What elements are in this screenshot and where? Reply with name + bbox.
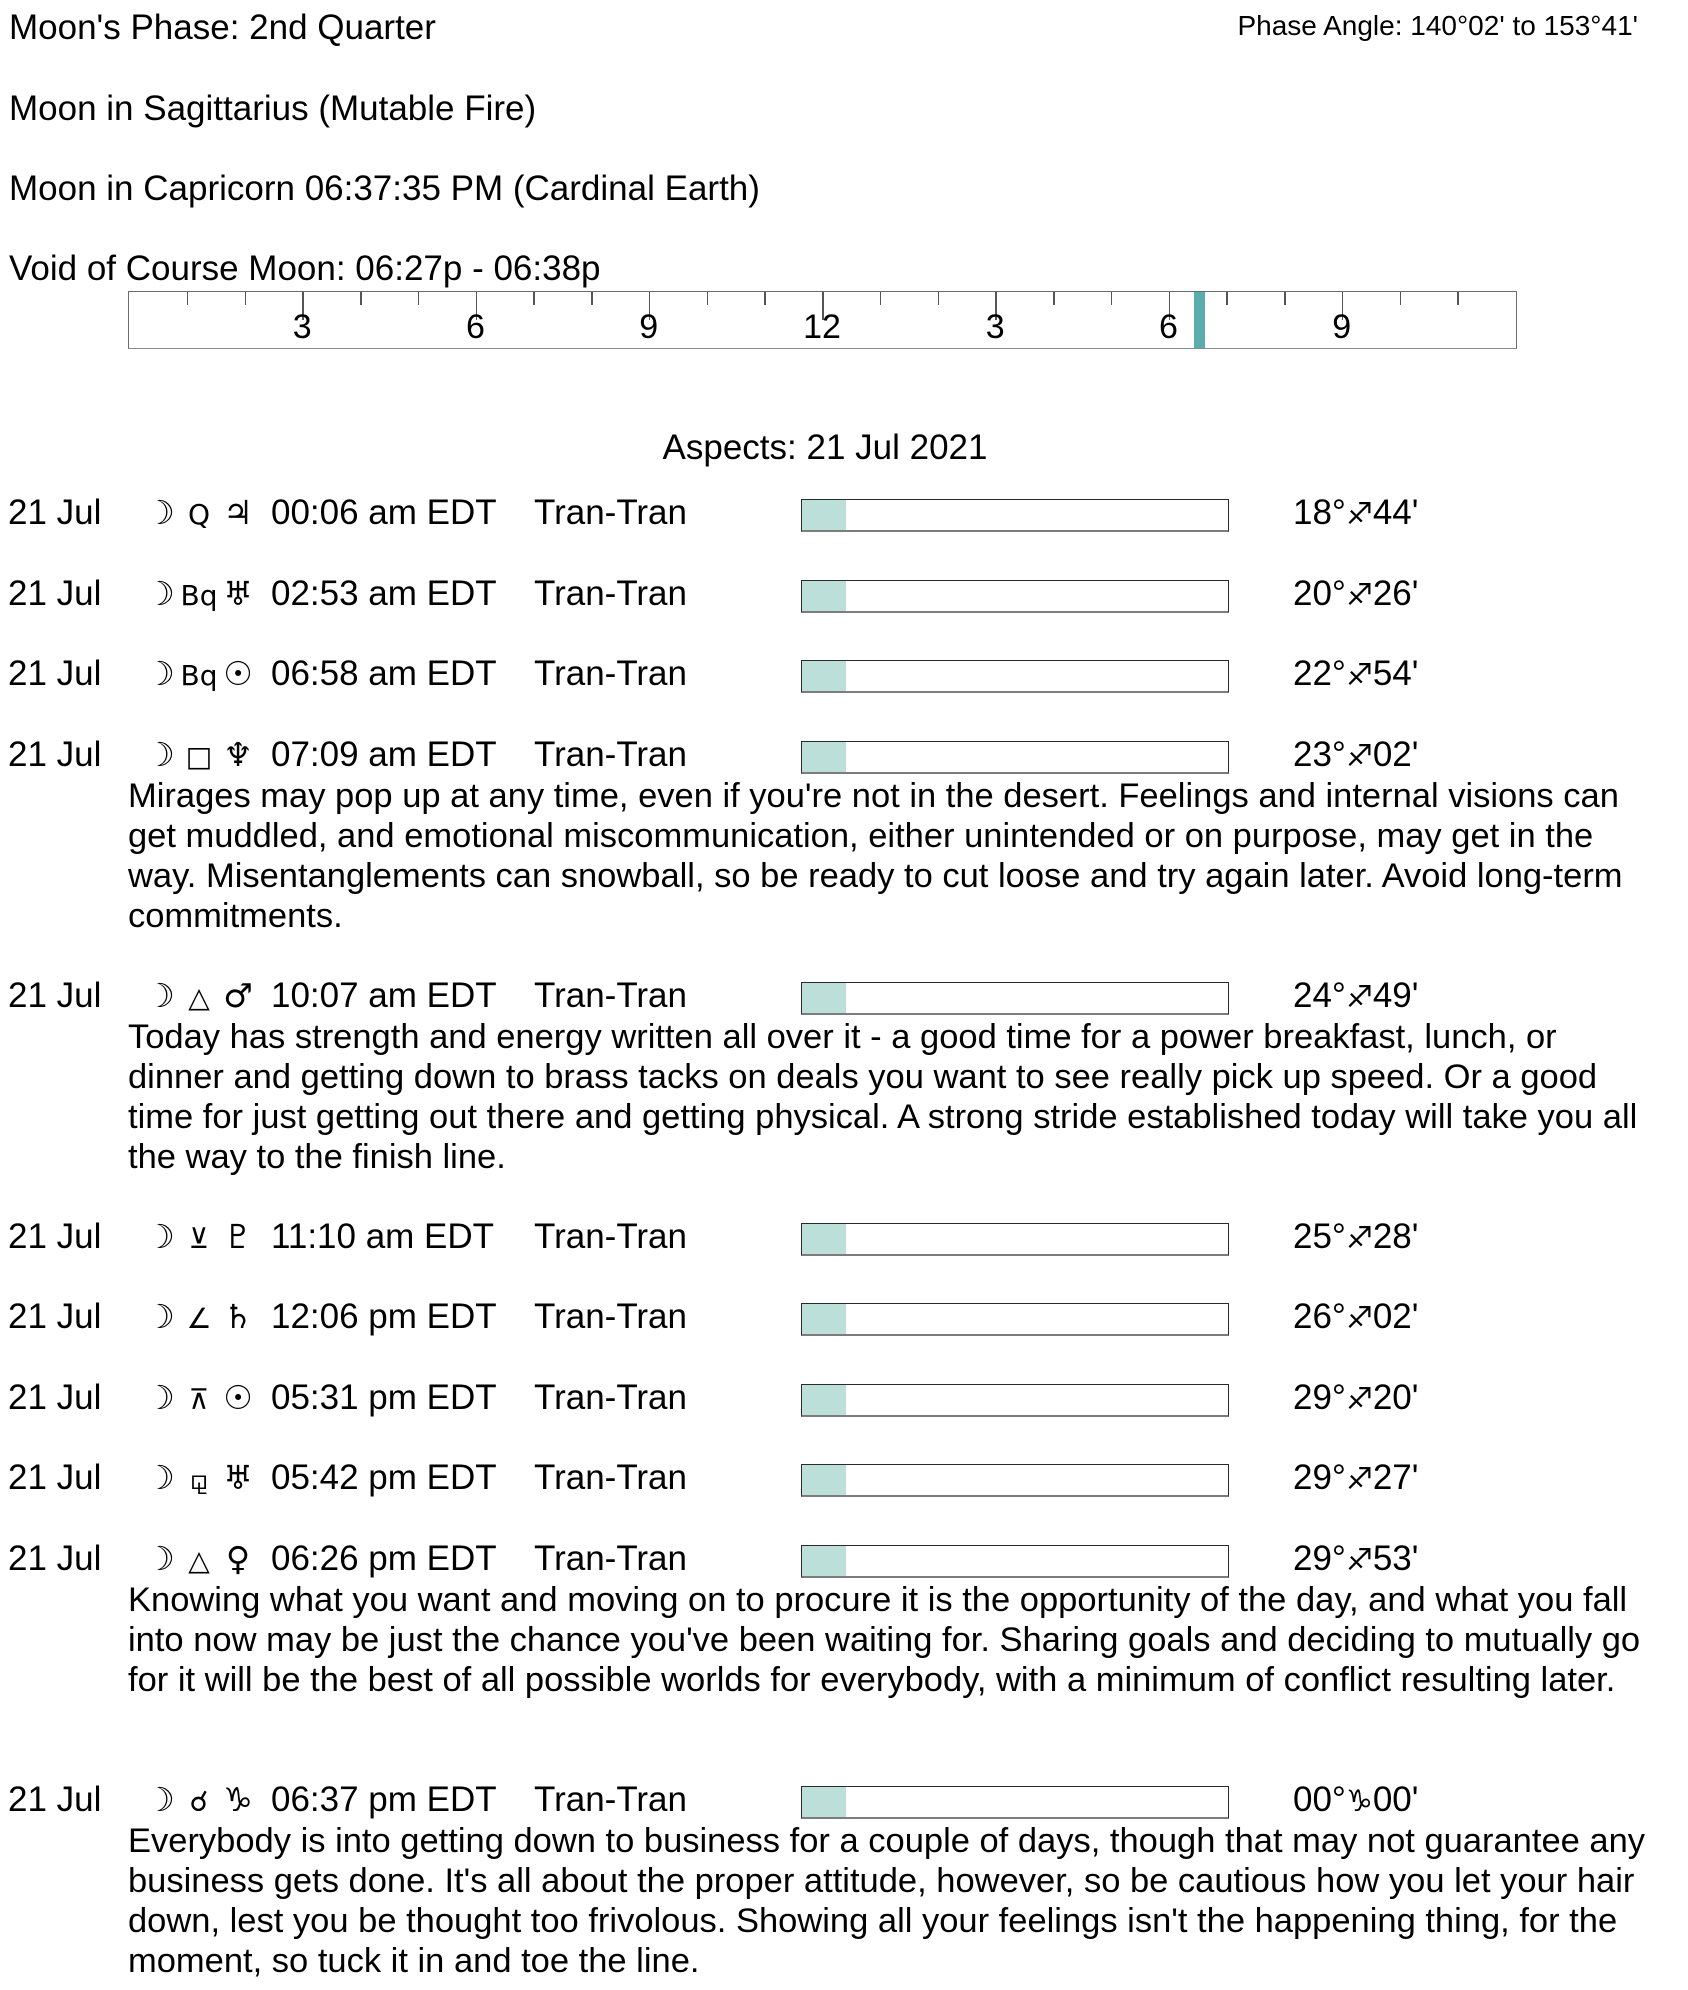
position-degrees: 25° bbox=[1293, 1216, 1346, 1256]
aspect-time: 07:09 am EDT bbox=[271, 734, 497, 774]
position-minutes: 02' bbox=[1372, 734, 1419, 774]
aspect-position bbox=[1293, 574, 1418, 614]
aspect-glyph-icon: Bq bbox=[180, 659, 218, 692]
aspect-row bbox=[0, 1378, 1688, 1424]
ruler-hour-label: 3 bbox=[985, 308, 1005, 346]
position-minutes: 02' bbox=[1372, 1297, 1419, 1336]
planet-glyph-icon: ♀ bbox=[225, 1538, 251, 1578]
aspect-row bbox=[0, 654, 1688, 700]
moon-phase: Moon's Phase: 2nd Quarter bbox=[9, 8, 436, 47]
aspect-row bbox=[0, 1458, 1688, 1504]
position-degrees: 26° bbox=[1293, 1297, 1346, 1336]
aspect-strength-fill bbox=[802, 1385, 846, 1415]
aspect-date: 21 Jul bbox=[8, 1297, 102, 1336]
planet-glyph-icon: ☉ bbox=[223, 654, 253, 693]
aspect-strength-fill bbox=[802, 1546, 846, 1576]
aspect-time: 00:06 am EDT bbox=[271, 493, 497, 532]
aspect-time: 05:31 pm EDT bbox=[271, 1377, 497, 1417]
ruler-hour-label: 6 bbox=[466, 308, 485, 346]
zodiac-sign-icon: ♐ bbox=[1345, 577, 1373, 613]
position-degrees: 23° bbox=[1293, 734, 1346, 774]
aspect-position bbox=[1293, 1458, 1418, 1498]
position-minutes: 53' bbox=[1372, 1538, 1419, 1578]
aspect-strength-fill bbox=[802, 742, 846, 772]
zodiac-sign-icon: ♐ bbox=[1345, 1462, 1373, 1497]
aspect-row bbox=[0, 1539, 1688, 1585]
planet-glyph-icon: ♑ bbox=[223, 1779, 253, 1819]
position-degrees: 20° bbox=[1293, 573, 1346, 613]
aspect-type: Tran-Tran bbox=[534, 654, 687, 693]
aspect-type: Tran-Tran bbox=[534, 573, 687, 613]
aspect-type: Tran-Tran bbox=[534, 1538, 687, 1578]
moon-glyph-icon: ☽ bbox=[145, 1297, 175, 1336]
aspect-glyph-icon: Q bbox=[187, 498, 211, 531]
moon-ingress: Moon in Capricorn 06:37:35 PM (Cardinal Earth) bbox=[9, 169, 760, 208]
aspect-row bbox=[0, 1217, 1688, 1263]
ruler-tick bbox=[764, 292, 766, 305]
ruler-tick bbox=[880, 292, 882, 305]
aspect-row bbox=[0, 976, 1688, 1022]
aspect-date: 21 Jul bbox=[8, 1216, 102, 1256]
position-degrees: 18° bbox=[1293, 493, 1346, 532]
zodiac-sign-icon: ♑ bbox=[1345, 1783, 1373, 1819]
aspect-glyph-icon: ⊼ bbox=[188, 1382, 210, 1416]
ruler-tick bbox=[1053, 292, 1055, 305]
aspect-date: 21 Jul bbox=[8, 1779, 102, 1819]
aspect-date: 21 Jul bbox=[8, 975, 102, 1015]
aspect-glyphs bbox=[140, 493, 258, 532]
aspect-type: Tran-Tran bbox=[534, 1458, 687, 1497]
ruler-tick bbox=[533, 292, 535, 305]
ruler-hour-label: 6 bbox=[1159, 308, 1178, 346]
position-minutes: 27' bbox=[1372, 1458, 1419, 1497]
moon-sign: Moon in Sagittarius (Mutable Fire) bbox=[9, 89, 537, 128]
aspect-time: 06:26 pm EDT bbox=[271, 1538, 497, 1578]
planet-glyph-icon: ♂ bbox=[223, 975, 253, 1015]
aspect-glyphs bbox=[140, 1458, 258, 1497]
position-minutes: 00' bbox=[1372, 1779, 1419, 1819]
aspect-glyph-icon: □ bbox=[185, 739, 213, 773]
position-degrees: 29° bbox=[1293, 1377, 1346, 1417]
aspect-interpretation: Mirages may pop up at any time, even if you're not in the desert. Feelings and internal visions can get muddled, and emotional miscommunication, either unintended or on purpose, may get in the way. Misentanglements can snowball, so be ready to cut loose and try again later. Avoid long-term commitments. bbox=[128, 776, 1623, 936]
aspect-date: 21 Jul bbox=[8, 1538, 102, 1578]
zodiac-sign-icon: ♐ bbox=[1345, 1381, 1373, 1417]
aspect-strength-bar bbox=[801, 1464, 1229, 1497]
ruler-tick bbox=[1457, 292, 1459, 305]
aspect-glyph-icon: ⚼ bbox=[189, 1463, 209, 1496]
position-minutes: 44' bbox=[1372, 493, 1419, 532]
ruler-tick bbox=[938, 292, 940, 305]
ruler-tick bbox=[1226, 292, 1228, 305]
void-of-course: Void of Course Moon: 06:27p - 06:38p bbox=[9, 249, 601, 288]
aspect-row bbox=[0, 493, 1688, 539]
aspect-type: Tran-Tran bbox=[534, 1297, 687, 1336]
aspect-type: Tran-Tran bbox=[534, 493, 687, 532]
aspect-glyphs bbox=[140, 1217, 258, 1256]
moon-glyph-icon: ☽ bbox=[145, 573, 175, 613]
aspect-glyphs bbox=[140, 1539, 258, 1578]
aspects-title: Aspects: 21 Jul 2021 bbox=[662, 428, 988, 467]
aspect-strength-bar bbox=[801, 1786, 1229, 1819]
aspect-time: 11:10 am EDT bbox=[271, 1216, 495, 1256]
aspect-interpretation: Today has strength and energy written all over it - a good time for a power breakfast, lunch, or dinner and getting down to brass tacks on deals you want to see really pick up speed. Or a good time for just getting out there and getting physical. A strong stride established today will take you all the way to the finish line. bbox=[128, 1017, 1638, 1177]
aspect-date: 21 Jul bbox=[8, 1377, 102, 1417]
aspect-position bbox=[1293, 976, 1418, 1016]
aspect-glyphs bbox=[140, 1780, 258, 1819]
aspect-position bbox=[1293, 1217, 1418, 1257]
moon-glyph-icon: ☽ bbox=[145, 493, 175, 532]
zodiac-sign-icon: ♐ bbox=[1345, 1542, 1373, 1578]
ruler-tick bbox=[1111, 292, 1113, 305]
position-minutes: 20' bbox=[1372, 1377, 1419, 1417]
aspect-glyph-icon: △ bbox=[188, 980, 210, 1014]
aspect-strength-bar bbox=[801, 499, 1229, 532]
aspect-time: 05:42 pm EDT bbox=[271, 1458, 497, 1497]
aspect-strength-fill bbox=[802, 661, 846, 691]
zodiac-sign-icon: ♐ bbox=[1345, 979, 1373, 1015]
position-minutes: 28' bbox=[1372, 1216, 1419, 1256]
aspect-position bbox=[1293, 735, 1418, 775]
aspect-type: Tran-Tran bbox=[534, 734, 687, 774]
zodiac-sign-icon: ♐ bbox=[1345, 1301, 1373, 1336]
aspect-interpretation: Everybody is into getting down to business for a couple of days, though that may not guarantee any business gets done. It's all about the proper attitude, however, so be cautious how you let your hair down, lest you be thought too frivolous. Showing all your feelings isn't the happening thing, for the moment, so tuck it in and toe the line. bbox=[128, 1821, 1646, 1981]
aspect-position bbox=[1293, 1378, 1418, 1418]
aspect-strength-bar bbox=[801, 1303, 1229, 1336]
aspect-glyphs bbox=[140, 976, 258, 1015]
aspect-glyphs bbox=[140, 574, 258, 613]
aspect-position bbox=[1293, 654, 1418, 694]
ruler-tick bbox=[1400, 292, 1402, 305]
aspect-date: 21 Jul bbox=[8, 654, 102, 693]
aspect-strength-bar bbox=[801, 660, 1229, 693]
planet-glyph-icon: ♅ bbox=[223, 573, 253, 613]
aspect-strength-fill bbox=[802, 581, 846, 611]
aspect-strength-fill bbox=[802, 983, 846, 1013]
aspect-strength-bar bbox=[801, 1545, 1229, 1578]
aspect-position bbox=[1293, 1539, 1418, 1579]
planet-glyph-icon: ♃ bbox=[223, 493, 253, 532]
planet-glyph-icon: ♇ bbox=[223, 1216, 253, 1256]
ruler-tick bbox=[1284, 292, 1286, 305]
planet-glyph-icon: ♅ bbox=[223, 1458, 253, 1497]
moon-glyph-icon: ☽ bbox=[145, 734, 175, 774]
aspect-strength-bar bbox=[801, 741, 1229, 774]
ruler-tick bbox=[187, 292, 189, 305]
aspect-row bbox=[0, 1297, 1688, 1343]
aspect-strength-fill bbox=[802, 500, 846, 530]
aspect-strength-fill bbox=[802, 1224, 846, 1254]
aspect-interpretation: Knowing what you want and moving on to procure it is the opportunity of the day, and what you fall into now may be just the chance you've been waiting for. Sharing goals and deciding to mutually go for it will be the best of all possible worlds for everybody, with a minimum of conflict resulting later. bbox=[128, 1580, 1641, 1700]
zodiac-sign-icon: ♐ bbox=[1345, 658, 1373, 693]
zodiac-sign-icon: ♐ bbox=[1345, 497, 1373, 532]
aspect-strength-fill bbox=[802, 1465, 846, 1495]
phase-angle: Phase Angle: 140°02' to 153°41' bbox=[1237, 10, 1638, 41]
aspect-glyphs bbox=[140, 654, 258, 693]
aspect-time: 02:53 am EDT bbox=[271, 573, 497, 613]
planet-glyph-icon: ♄ bbox=[223, 1297, 253, 1336]
aspect-type: Tran-Tran bbox=[534, 1779, 687, 1819]
position-degrees: 22° bbox=[1293, 654, 1346, 693]
position-minutes: 26' bbox=[1372, 573, 1419, 613]
aspect-date: 21 Jul bbox=[8, 734, 102, 774]
aspect-glyphs bbox=[140, 1378, 258, 1417]
aspect-glyph-icon: ☌ bbox=[189, 1784, 209, 1818]
ruler-tick bbox=[591, 292, 593, 305]
void-of-course-marker bbox=[1194, 292, 1204, 348]
aspect-glyphs bbox=[140, 735, 258, 774]
aspect-strength-bar bbox=[801, 1384, 1229, 1417]
aspect-time: 06:37 pm EDT bbox=[271, 1779, 497, 1819]
aspect-glyph-icon: Bq bbox=[180, 578, 218, 612]
position-degrees: 00° bbox=[1293, 1779, 1346, 1819]
aspect-glyphs bbox=[140, 1297, 258, 1336]
aspect-time: 12:06 pm EDT bbox=[271, 1297, 497, 1336]
aspect-strength-fill bbox=[802, 1787, 846, 1817]
zodiac-sign-icon: ♐ bbox=[1345, 738, 1373, 774]
aspect-position bbox=[1293, 1297, 1418, 1337]
hour-ruler bbox=[128, 291, 1517, 349]
aspect-glyph-icon: ∠ bbox=[186, 1302, 212, 1335]
position-degrees: 24° bbox=[1293, 975, 1346, 1015]
aspect-strength-bar bbox=[801, 1223, 1229, 1256]
aspect-date: 21 Jul bbox=[8, 1458, 102, 1497]
planet-glyph-icon: ☉ bbox=[223, 1377, 253, 1417]
aspect-date: 21 Jul bbox=[8, 573, 102, 613]
moon-glyph-icon: ☽ bbox=[145, 1779, 175, 1819]
aspect-position bbox=[1293, 493, 1418, 533]
position-minutes: 54' bbox=[1372, 654, 1419, 693]
aspect-strength-bar bbox=[801, 982, 1229, 1015]
position-degrees: 29° bbox=[1293, 1538, 1346, 1578]
aspect-time: 06:58 am EDT bbox=[271, 654, 497, 693]
moon-glyph-icon: ☽ bbox=[145, 1377, 175, 1417]
ruler-hour-label: 3 bbox=[292, 308, 312, 346]
ruler-hour-label: 9 bbox=[1332, 308, 1352, 346]
aspect-strength-fill bbox=[802, 1304, 846, 1334]
aspect-strength-bar bbox=[801, 580, 1229, 613]
aspect-row bbox=[0, 574, 1688, 620]
planet-glyph-icon: ♆ bbox=[223, 734, 253, 774]
zodiac-sign-icon: ♐ bbox=[1345, 1220, 1373, 1256]
moon-glyph-icon: ☽ bbox=[145, 1216, 175, 1256]
ruler-tick bbox=[418, 292, 420, 305]
position-degrees: 29° bbox=[1293, 1458, 1346, 1497]
aspect-glyph-icon: △ bbox=[188, 1543, 210, 1577]
aspect-type: Tran-Tran bbox=[534, 975, 687, 1015]
aspect-glyph-icon: ⊻ bbox=[188, 1221, 210, 1255]
aspect-time: 10:07 am EDT bbox=[271, 975, 497, 1015]
moon-glyph-icon: ☽ bbox=[145, 975, 175, 1015]
moon-glyph-icon: ☽ bbox=[145, 1538, 175, 1578]
aspect-row bbox=[0, 735, 1688, 781]
aspect-type: Tran-Tran bbox=[534, 1216, 687, 1256]
ruler-tick bbox=[245, 292, 247, 305]
ruler-tick bbox=[707, 292, 709, 305]
ruler-tick bbox=[360, 292, 362, 305]
moon-glyph-icon: ☽ bbox=[145, 1458, 175, 1497]
aspect-type: Tran-Tran bbox=[534, 1377, 687, 1417]
position-minutes: 49' bbox=[1372, 975, 1419, 1015]
ruler-hour-label: 9 bbox=[639, 308, 659, 346]
aspect-date: 21 Jul bbox=[8, 493, 102, 532]
aspect-row bbox=[0, 1780, 1688, 1826]
aspect-position bbox=[1293, 1780, 1418, 1820]
ruler-hour-label: 12 bbox=[803, 308, 841, 346]
moon-glyph-icon: ☽ bbox=[145, 654, 175, 693]
